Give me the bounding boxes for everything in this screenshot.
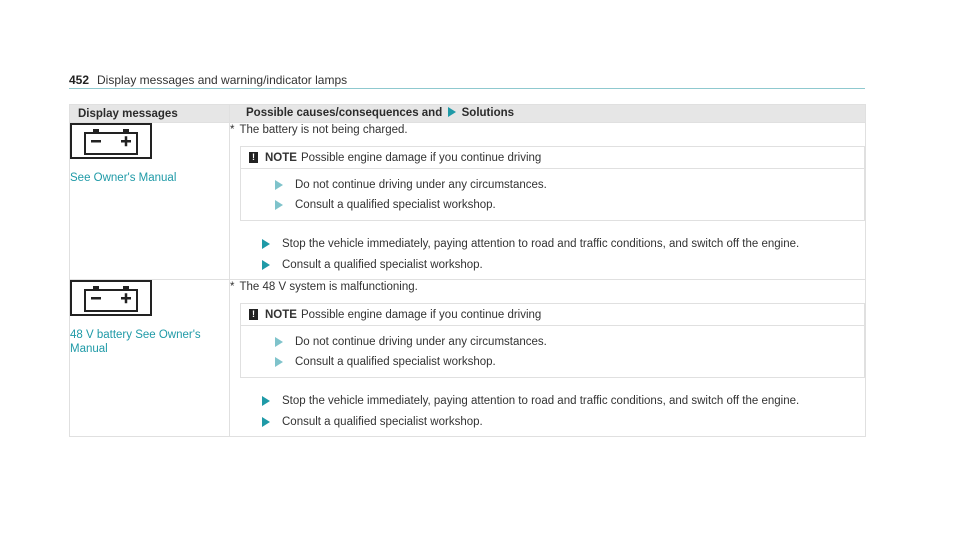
warning-icon: ! <box>249 152 258 163</box>
column-header-display-messages: Display messages <box>70 105 230 123</box>
step-text: Stop the vehicle immediately, paying attention to road and traffic conditions, and switch off the engine. <box>282 237 800 250</box>
cause-label: The 48 V system is malfunctioning. <box>239 281 418 293</box>
note-label: NOTE <box>265 151 297 164</box>
note-steps <box>241 326 864 377</box>
arrow-icon <box>262 417 270 427</box>
list-item <box>262 254 865 275</box>
list-item <box>275 195 864 215</box>
page-header <box>69 73 865 87</box>
cause-text <box>230 280 865 294</box>
column-header-causes-label: Possible causes/consequences and <box>246 107 443 120</box>
page-number: 452 <box>69 73 90 87</box>
step-text: Consult a qualified specialist workshop. <box>282 258 483 271</box>
display-message-cell <box>70 123 230 280</box>
arrow-icon <box>275 337 283 347</box>
asterisk-icon: * <box>230 281 235 293</box>
note-header <box>241 147 864 169</box>
table-row <box>70 123 866 280</box>
arrow-icon <box>262 260 270 270</box>
column-header-solutions-label: Solutions <box>461 107 515 120</box>
arrow-icon <box>275 180 283 190</box>
header-divider <box>69 88 865 89</box>
arrow-icon <box>275 357 283 367</box>
arrow-icon <box>262 239 270 249</box>
table-header-row <box>70 105 866 123</box>
list-item <box>275 352 864 372</box>
display-messages-table <box>69 104 866 437</box>
owners-manual-link[interactable]: 48 V battery See Owner's Manual <box>70 329 201 355</box>
owners-manual-link[interactable]: See Owner's Manual <box>70 172 177 184</box>
solution-steps <box>230 378 865 436</box>
note-text: Possible engine damage if you continue driving <box>300 151 542 164</box>
step-text: Stop the vehicle immediately, paying attention to road and traffic conditions, and switch off the engine. <box>282 394 800 407</box>
arrow-icon <box>448 107 456 117</box>
list-item <box>275 175 864 195</box>
solution-steps <box>230 221 865 279</box>
page-title: Display messages and warning/indicator lamps <box>97 73 348 87</box>
list-item <box>262 411 865 432</box>
note-header <box>241 304 864 326</box>
note-steps <box>241 169 864 220</box>
step-text: Consult a qualified specialist workshop. <box>295 356 496 368</box>
battery-icon <box>70 123 152 159</box>
note-text: Possible engine damage if you continue driving <box>300 308 542 321</box>
causes-cell <box>230 280 866 437</box>
asterisk-icon: * <box>230 124 235 136</box>
display-message-cell <box>70 280 230 437</box>
causes-cell <box>230 123 866 280</box>
step-text: Do not continue driving under any circumstances. <box>295 336 547 348</box>
list-item <box>262 233 865 254</box>
arrow-icon <box>275 200 283 210</box>
list-item <box>262 390 865 411</box>
note-box <box>240 303 865 378</box>
step-text: Consult a qualified specialist workshop. <box>295 199 496 211</box>
note-label: NOTE <box>265 308 297 321</box>
note-box <box>240 146 865 221</box>
step-text: Do not continue driving under any circumstances. <box>295 179 547 191</box>
step-text: Consult a qualified specialist workshop. <box>282 415 483 428</box>
cause-label: The battery is not being charged. <box>239 124 408 136</box>
list-item <box>275 332 864 352</box>
column-header-causes <box>230 105 866 123</box>
warning-icon: ! <box>249 309 258 320</box>
cause-text <box>230 123 865 137</box>
arrow-icon <box>262 396 270 406</box>
battery-icon <box>70 280 152 316</box>
table-row <box>70 280 866 437</box>
